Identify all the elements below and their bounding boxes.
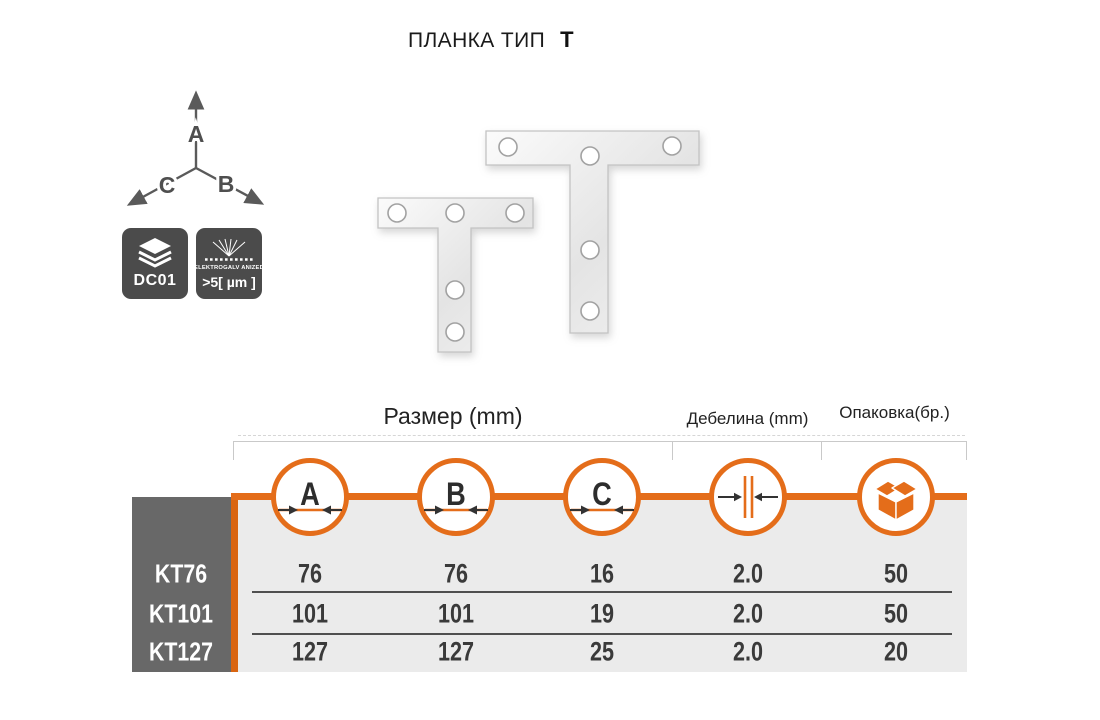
package-box-icon [857, 458, 935, 536]
material-badge [122, 228, 188, 299]
header-border-top [233, 441, 967, 442]
table-cell: 127 [437, 636, 475, 667]
dimension-b-icon [417, 458, 495, 536]
table-cell: 50 [883, 598, 909, 629]
table-cell: 76 [297, 558, 323, 589]
thickness-icon [709, 458, 787, 536]
t-plate-large-image [485, 130, 700, 334]
header-border-stub [821, 441, 822, 460]
header-border-stub [966, 441, 967, 460]
spec-badges [122, 228, 262, 299]
table-cell: 19 [589, 598, 615, 629]
column-letter: C [592, 476, 612, 513]
table-cell: 50 [883, 558, 909, 589]
coating-badge [196, 228, 262, 299]
header-border-stub [672, 441, 673, 460]
column-letter: A [300, 476, 320, 513]
table-cell: 2.0 [732, 598, 764, 629]
dimension-a-icon [271, 458, 349, 536]
table-cell: 2.0 [732, 636, 764, 667]
row-separator [252, 633, 952, 635]
header-dashed-rule [238, 435, 965, 436]
table-cell: 2.0 [732, 558, 764, 589]
row-label: KT101 [149, 598, 213, 629]
diagram-label-b: B [217, 171, 235, 197]
diagram-arrows-icon [130, 94, 261, 204]
diagram-label-c: C [158, 172, 176, 198]
table-cell: 25 [589, 636, 615, 667]
column-letter: B [446, 476, 466, 513]
diagram-label-a: A [187, 121, 205, 147]
material-grade-label: DC01 [133, 272, 177, 289]
table-cell: 127 [291, 636, 329, 667]
row-label: KT127 [149, 636, 213, 667]
row-separator [252, 591, 952, 593]
title-text: ПЛАНКА ТИП [408, 29, 546, 52]
dimension-diagram [113, 78, 278, 213]
table-cell: 76 [443, 558, 469, 589]
group-header-package: Опаковка(бр.) [839, 403, 950, 422]
table-cell: 101 [437, 598, 475, 629]
table-cell: 20 [883, 636, 909, 667]
coating-thickness-label: >5[ µm ] [202, 273, 256, 290]
page-title [408, 27, 574, 53]
coating-name-label: ELEKTROGALV ANIZED [194, 264, 264, 271]
table-cell: 101 [291, 598, 329, 629]
row-label: KT76 [154, 558, 208, 589]
header-border-stub [233, 441, 234, 460]
layers-icon [137, 237, 173, 269]
coating-icon [202, 238, 256, 262]
group-header-size: Размер (mm) [383, 403, 523, 429]
group-header-thickness: Дебелина (mm) [686, 409, 809, 428]
dimension-c-icon [563, 458, 641, 536]
title-type-letter: T [560, 27, 574, 52]
table-cell: 16 [589, 558, 615, 589]
accent-vertical-stripe [231, 500, 238, 672]
